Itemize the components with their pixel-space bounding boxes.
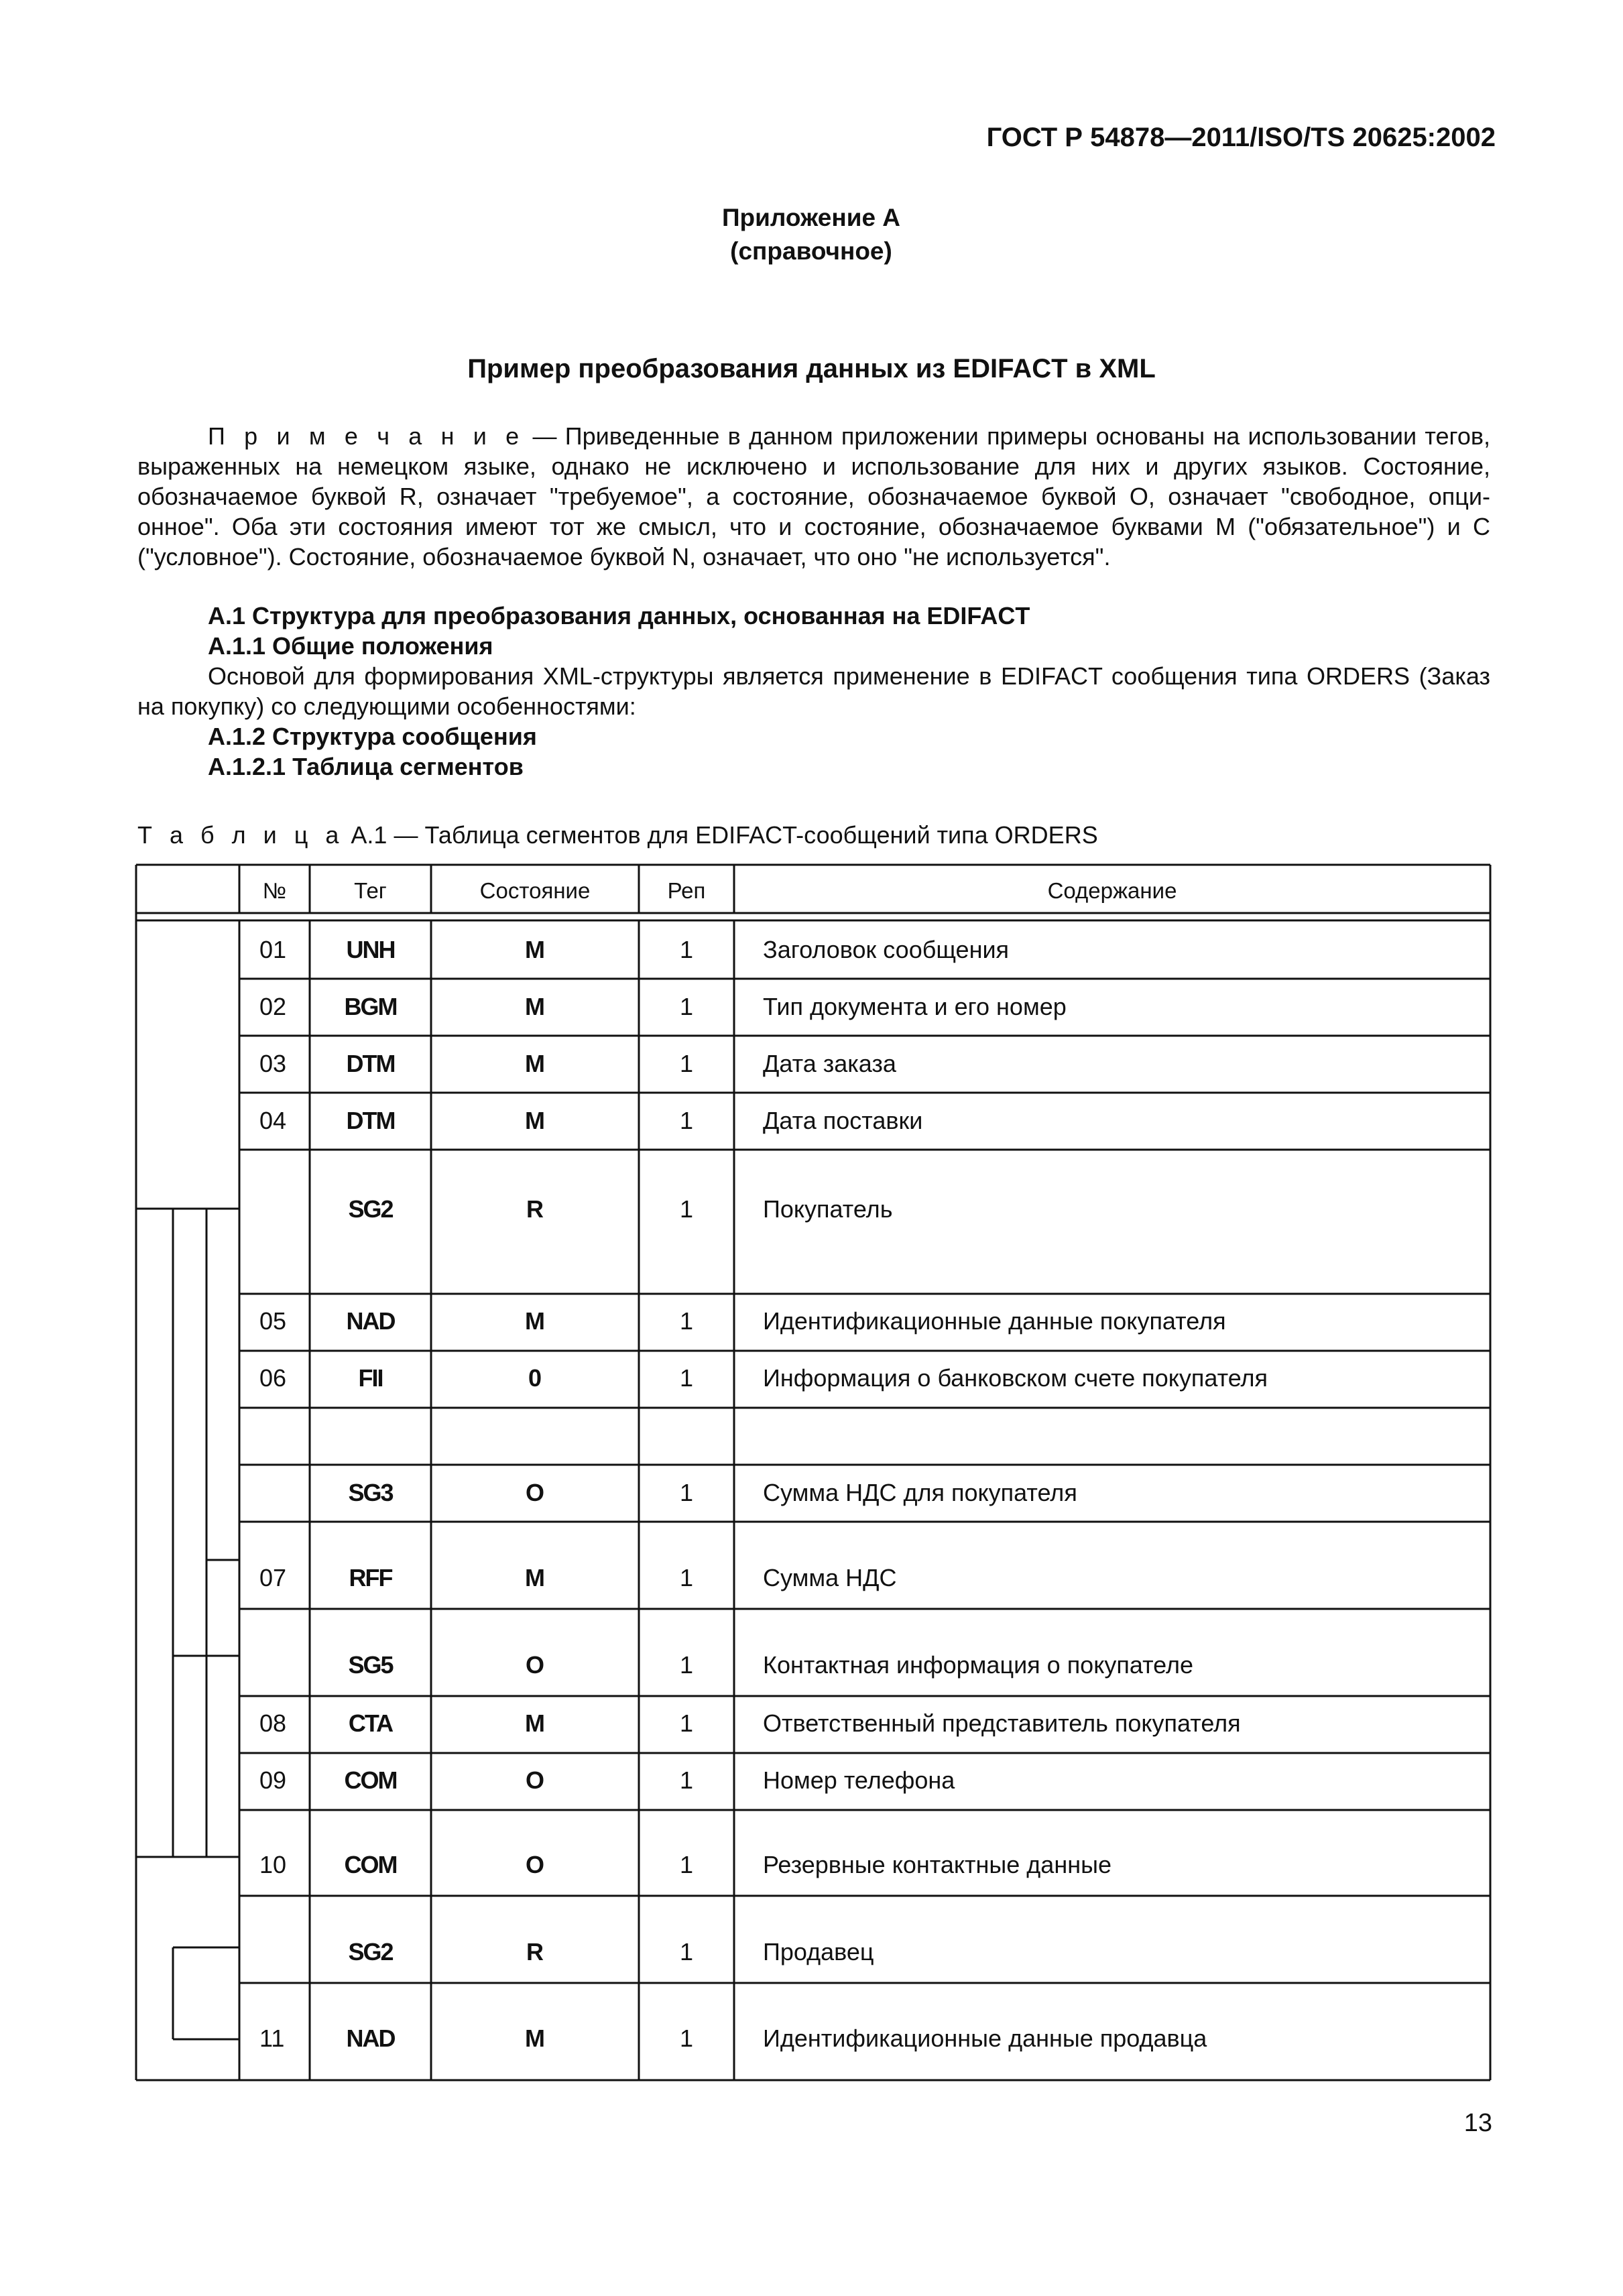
row-number: 10 xyxy=(259,1851,287,1878)
row-content: Ответственный представитель покупателя xyxy=(763,1709,1241,1737)
row-status: M xyxy=(525,1709,545,1737)
row-tag: SG3 xyxy=(348,1479,393,1506)
section-a121-heading: А.1.2.1 Таблица сегментов xyxy=(208,753,524,780)
row-status: M xyxy=(525,1564,545,1591)
row-rep: 1 xyxy=(679,993,694,1020)
row-content: Номер телефона xyxy=(763,1766,955,1794)
annex-type: (справочное) xyxy=(730,237,892,265)
row-status: M xyxy=(525,1050,545,1077)
row-status: 0 xyxy=(528,1364,542,1392)
row-rep: 1 xyxy=(679,1938,694,1966)
row-content: Контактная информация о покупателе xyxy=(763,1651,1194,1679)
row-content: Продавец xyxy=(763,1938,874,1966)
section-a11-heading: А.1.1 Общие положения xyxy=(208,632,493,660)
column-header: № xyxy=(262,878,287,903)
main-title: Пример преобразования данных из EDIFACT в XML xyxy=(467,354,1156,383)
row-number: 04 xyxy=(259,1107,287,1134)
row-tag: COM xyxy=(344,1766,397,1794)
row-rep: 1 xyxy=(679,936,694,963)
row-status: M xyxy=(525,1307,545,1335)
row-number: 03 xyxy=(259,1050,287,1077)
row-rep: 1 xyxy=(679,1709,694,1737)
row-tag: SG2 xyxy=(348,1938,393,1966)
row-status: O xyxy=(525,1766,545,1794)
row-number: 02 xyxy=(259,993,287,1020)
row-content: Заголовок сообщения xyxy=(763,936,1010,963)
standard-header: ГОСТ Р 54878—2011/ISO/TS 20625:2002 xyxy=(986,123,1496,152)
row-content: Сумма НДС для покупателя xyxy=(763,1479,1077,1506)
row-status: M xyxy=(525,993,545,1020)
row-rep: 1 xyxy=(679,1766,694,1794)
row-status: M xyxy=(525,2025,545,2052)
row-status: M xyxy=(525,936,545,963)
row-content: Резервные контактные данные xyxy=(763,1851,1111,1878)
row-number: 08 xyxy=(259,1709,287,1737)
row-rep: 1 xyxy=(679,2025,694,2052)
row-status: M xyxy=(525,1107,545,1134)
row-rep: 1 xyxy=(679,1107,694,1134)
row-tag: DTM xyxy=(346,1050,395,1077)
section-a12-heading: А.1.2 Структура сообщения xyxy=(208,723,537,750)
page-number: 13 xyxy=(1463,2109,1492,2137)
row-rep: 1 xyxy=(679,1307,694,1335)
row-tag: SG2 xyxy=(348,1195,393,1223)
column-header: Состояние xyxy=(479,878,591,903)
row-content: Покупатель xyxy=(763,1195,893,1223)
table-caption-label: Т а б л и ц а xyxy=(137,821,345,849)
row-number: 09 xyxy=(259,1766,287,1794)
row-status: R xyxy=(526,1938,544,1966)
note-label: П р и м е ч а н и е xyxy=(208,422,525,450)
row-tag: CTA xyxy=(348,1709,393,1737)
section-a1-heading: А.1 Структура для преобразования данных, основанная на EDIFACT xyxy=(208,602,1030,629)
row-rep: 1 xyxy=(679,1564,694,1591)
row-tag: DTM xyxy=(346,1107,395,1134)
row-tag: BGM xyxy=(344,993,397,1020)
row-rep: 1 xyxy=(679,1364,694,1392)
row-number: 01 xyxy=(259,936,287,963)
row-rep: 1 xyxy=(679,1195,694,1223)
row-content: Идентификационные данные продавца xyxy=(763,2025,1207,2052)
row-content: Дата поставки xyxy=(763,1107,923,1134)
column-header: Реп xyxy=(667,878,706,903)
row-status: O xyxy=(525,1651,545,1679)
row-rep: 1 xyxy=(679,1479,694,1506)
row-rep: 1 xyxy=(679,1851,694,1878)
row-number: 06 xyxy=(259,1364,287,1392)
row-tag: UNH xyxy=(346,936,395,963)
row-content: Сумма НДС xyxy=(763,1564,897,1591)
annex-title: Приложение А xyxy=(721,204,901,231)
section-a11-text: Основой для формирования XML-структуры является применение в EDIFACT сообщения типа ORDERS (Заказ на покупку) со следующими особенностями: xyxy=(137,662,1490,720)
note-text: — Приведенные в данном приложении примеры основаны на использовании тегов, выраженных на немецком языке, однако не исключено и использование для них и других языков. Состояние, обозначаемое буквой R, означает "требуемое", а состояние, обозначаемое буквой О, означает "свободное, опци-онное". Оба эти состояния имеют тот же смысл, что и состояние, обозначаемое буквами М ("обязательное") и С ("условное"). Состояние, обозначаемое буквой N, означает, что оно "не используется". xyxy=(137,422,1490,570)
row-number: 07 xyxy=(259,1564,287,1591)
table-caption-text: А.1 — Таблица сегментов для EDIFACT-сообщений типа ORDERS xyxy=(344,821,1098,849)
row-tag: COM xyxy=(344,1851,397,1878)
row-status: O xyxy=(525,1479,545,1506)
row-tag: RFF xyxy=(349,1564,392,1591)
row-content: Тип документа и его номер xyxy=(763,993,1067,1020)
row-tag: SG5 xyxy=(348,1651,393,1679)
row-content: Дата заказа xyxy=(763,1050,896,1077)
column-header: Тег xyxy=(354,878,387,903)
row-number: 05 xyxy=(259,1307,287,1335)
row-content: Идентификационные данные покупателя xyxy=(763,1307,1226,1335)
row-rep: 1 xyxy=(679,1651,694,1679)
row-status: R xyxy=(526,1195,544,1223)
row-number: 11 xyxy=(259,2025,285,2052)
column-header: Содержание xyxy=(1047,878,1177,903)
row-tag: FII xyxy=(358,1364,383,1392)
row-tag: NAD xyxy=(346,2025,395,2052)
row-rep: 1 xyxy=(679,1050,694,1077)
row-content: Информация о банковском счете покупателя xyxy=(763,1364,1268,1392)
row-status: O xyxy=(525,1851,545,1878)
row-tag: NAD xyxy=(346,1307,395,1335)
